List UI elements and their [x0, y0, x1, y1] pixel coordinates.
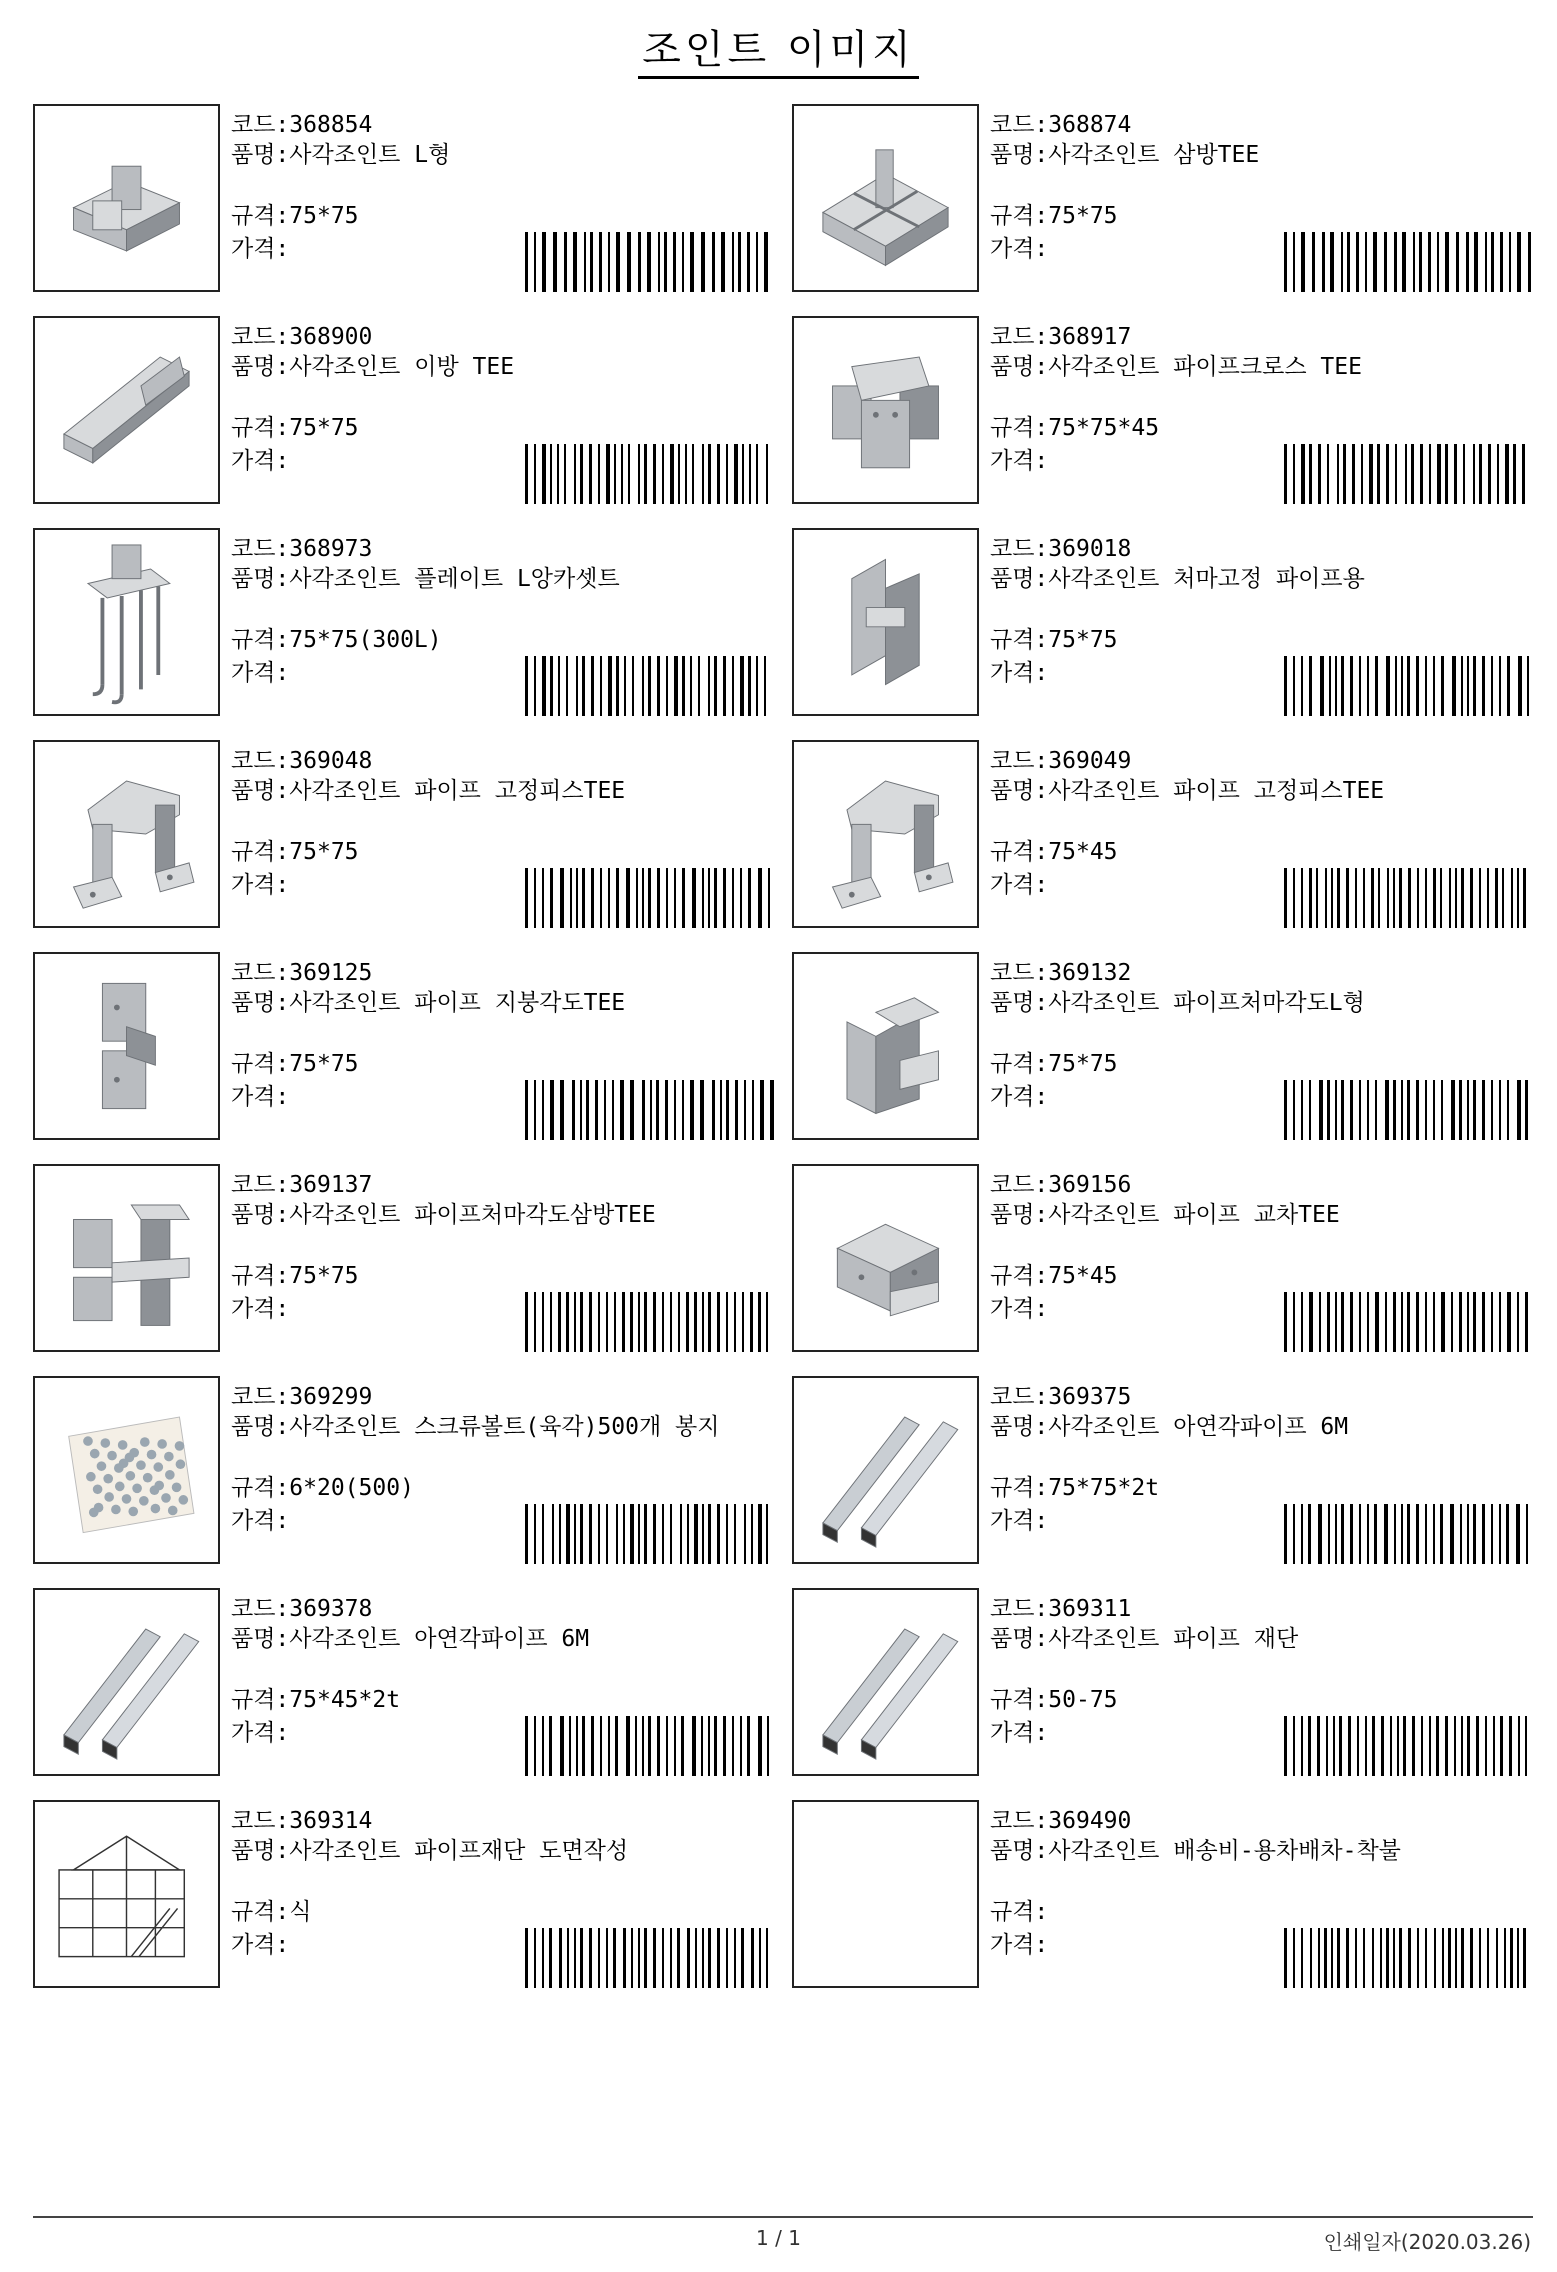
product-card — [33, 528, 778, 720]
product-code: 369049 — [1048, 748, 1132, 774]
name-label: 품명: — [990, 1838, 1049, 1864]
screw-bag-icon — [33, 1376, 220, 1564]
code-label: 코드: — [990, 536, 1049, 562]
product-spec: 75*75 — [289, 203, 359, 229]
product-card — [792, 316, 1537, 508]
product-card — [792, 1164, 1537, 1356]
name-label: 품명: — [231, 142, 290, 168]
product-code: 369132 — [1048, 960, 1132, 986]
barcode-icon — [1284, 232, 1534, 292]
price-label: 가격: — [990, 1084, 1049, 1110]
barcode-icon — [1284, 1292, 1534, 1352]
product-name: 사각조인트 이방 TEE — [289, 354, 515, 380]
product-name: 사각조인트 삼방TEE — [1048, 142, 1260, 168]
code-label: 코드: — [990, 1172, 1049, 1198]
price-label: 가격: — [990, 1296, 1049, 1322]
name-label: 품명: — [231, 1202, 290, 1228]
code-label: 코드: — [990, 1596, 1049, 1622]
product-card — [792, 952, 1537, 1144]
name-label: 품명: — [990, 566, 1049, 592]
product-code: 368874 — [1048, 112, 1132, 138]
u-bracket-icon — [33, 740, 220, 928]
spec-label: 규격: — [990, 839, 1049, 865]
product-spec: 75*75 — [289, 839, 359, 865]
code-label: 코드: — [990, 1808, 1049, 1834]
cross-joint-icon — [792, 104, 979, 292]
barcode-icon — [525, 1716, 775, 1776]
name-label: 품명: — [990, 1626, 1049, 1652]
roof-angle-icon — [33, 952, 220, 1140]
price-label: 가격: — [231, 1508, 290, 1534]
product-spec: 75*75 — [289, 415, 359, 441]
name-label: 품명: — [231, 1414, 290, 1440]
product-code: 369314 — [289, 1808, 373, 1834]
code-label: 코드: — [990, 324, 1049, 350]
price-label: 가격: — [231, 1720, 290, 1746]
product-card — [33, 1800, 778, 1992]
product-name: 사각조인트 L형 — [289, 142, 451, 168]
channel-joint-icon — [33, 316, 220, 504]
price-label: 가격: — [990, 660, 1049, 686]
name-label: 품명: — [231, 1838, 290, 1864]
square-pipe-icon — [33, 1588, 220, 1776]
product-code: 368973 — [289, 536, 373, 562]
eave-bracket-icon — [792, 528, 979, 716]
price-label: 가격: — [231, 660, 290, 686]
name-label: 품명: — [990, 1414, 1049, 1440]
product-code: 369137 — [289, 1172, 373, 1198]
product-name: 사각조인트 스크류볼트(육각)500개 봉지 — [289, 1414, 720, 1440]
name-label: 품명: — [990, 990, 1049, 1016]
barcode-icon — [525, 1292, 775, 1352]
product-name: 사각조인트 아연각파이프 6M — [289, 1626, 590, 1652]
product-name: 사각조인트 파이프 재단 — [1048, 1626, 1299, 1652]
frame-drawing-icon — [33, 1800, 220, 1988]
product-name: 사각조인트 파이프처마각도삼방TEE — [289, 1202, 656, 1228]
barcode-icon — [1284, 1504, 1534, 1564]
product-card — [792, 1800, 1537, 1992]
spec-label: 규격: — [990, 1263, 1049, 1289]
product-spec: 75*75 — [289, 1051, 359, 1077]
product-spec: 75*75(300L) — [289, 627, 442, 653]
name-label: 품명: — [231, 1626, 290, 1652]
product-spec: 75*45 — [1048, 839, 1118, 865]
spec-label: 규격: — [231, 839, 290, 865]
page-title: 조인트 이미지 — [0, 18, 1557, 75]
price-label: 가격: — [990, 1508, 1049, 1534]
product-code: 368900 — [289, 324, 373, 350]
code-label: 코드: — [231, 960, 290, 986]
name-label: 품명: — [231, 990, 290, 1016]
code-label: 코드: — [231, 1596, 290, 1622]
code-label: 코드: — [231, 1808, 290, 1834]
product-code: 369378 — [289, 1596, 373, 1622]
product-card — [33, 1588, 778, 1780]
product-card — [33, 740, 778, 932]
product-spec: 75*75*2t — [1048, 1475, 1160, 1501]
spec-label: 규격: — [231, 1899, 290, 1925]
product-name: 사각조인트 파이프 지붕각도TEE — [289, 990, 626, 1016]
name-label: 품명: — [990, 142, 1049, 168]
barcode-icon — [525, 232, 775, 292]
spec-label: 규격: — [990, 203, 1049, 229]
code-label: 코드: — [990, 1384, 1049, 1410]
product-card — [33, 1376, 778, 1568]
anchor-set-icon — [33, 528, 220, 716]
barcode-icon — [525, 444, 775, 504]
spec-label: 규격: — [231, 1687, 290, 1713]
price-label: 가격: — [231, 1084, 290, 1110]
product-code: 369048 — [289, 748, 373, 774]
print-date: 인쇄일자(2020.03.26) — [1323, 2230, 1531, 2254]
barcode-icon — [525, 1080, 775, 1140]
product-card — [33, 316, 778, 508]
product-card — [792, 1376, 1537, 1568]
code-label: 코드: — [231, 1384, 290, 1410]
product-code: 369299 — [289, 1384, 373, 1410]
barcode-icon — [1284, 1080, 1534, 1140]
product-code: 369125 — [289, 960, 373, 986]
name-label: 품명: — [231, 778, 290, 804]
name-label: 품명: — [231, 354, 290, 380]
product-spec: 75*75 — [289, 1263, 359, 1289]
pipe-cross-icon — [792, 316, 979, 504]
product-spec: 식 — [289, 1899, 312, 1925]
blank-image — [792, 1800, 979, 1988]
name-label: 품명: — [990, 778, 1049, 804]
code-label: 코드: — [231, 324, 290, 350]
barcode-icon — [525, 656, 775, 716]
spec-label: 규격: — [990, 1687, 1049, 1713]
spec-label: 규격: — [990, 627, 1049, 653]
barcode-icon — [1284, 868, 1534, 928]
page-number: 1 / 1 — [756, 2226, 801, 2250]
spec-label: 규격: — [231, 203, 290, 229]
spec-label: 규격: — [990, 415, 1049, 441]
product-name: 사각조인트 파이프 고정피스TEE — [1048, 778, 1385, 804]
product-spec: 75*75 — [1048, 203, 1118, 229]
l-joint-icon — [33, 104, 220, 292]
price-label: 가격: — [990, 448, 1049, 474]
product-name: 사각조인트 파이프처마각도L형 — [1048, 990, 1365, 1016]
product-name: 사각조인트 배송비-용차배차-착불 — [1048, 1838, 1401, 1864]
product-code: 369018 — [1048, 536, 1132, 562]
product-name: 사각조인트 파이프크로스 TEE — [1048, 354, 1362, 380]
product-card — [792, 1588, 1537, 1780]
barcode-icon — [525, 1928, 775, 1988]
spec-label: 규격: — [231, 415, 290, 441]
name-label: 품명: — [990, 1202, 1049, 1228]
product-code: 369375 — [1048, 1384, 1132, 1410]
product-code: 368854 — [289, 112, 373, 138]
product-card — [33, 1164, 778, 1356]
product-name: 사각조인트 플레이트 L앙카셋트 — [289, 566, 620, 592]
product-code: 369490 — [1048, 1808, 1132, 1834]
product-name: 사각조인트 파이프 교차TEE — [1048, 1202, 1340, 1228]
price-label: 가격: — [990, 1932, 1049, 1958]
product-card — [33, 952, 778, 1144]
spec-label: 규격: — [231, 1263, 290, 1289]
product-spec: 75*75 — [1048, 1051, 1118, 1077]
barcode-icon — [1284, 656, 1534, 716]
product-name: 사각조인트 파이프 고정피스TEE — [289, 778, 626, 804]
price-label: 가격: — [231, 872, 290, 898]
code-label: 코드: — [990, 960, 1049, 986]
product-spec: 6*20(500) — [289, 1475, 414, 1501]
product-name: 사각조인트 처마고정 파이프용 — [1048, 566, 1365, 592]
product-card — [792, 740, 1537, 932]
footer-divider — [33, 2216, 1533, 2218]
code-label: 코드: — [231, 536, 290, 562]
spec-label: 규격: — [231, 1051, 290, 1077]
product-name: 사각조인트 파이프재단 도면작성 — [289, 1838, 629, 1864]
price-label: 가격: — [990, 872, 1049, 898]
product-name: 사각조인트 아연각파이프 6M — [1048, 1414, 1349, 1440]
cross-tee-icon — [792, 1164, 979, 1352]
spec-label: 규격: — [990, 1899, 1049, 1925]
price-label: 가격: — [231, 448, 290, 474]
code-label: 코드: — [231, 748, 290, 774]
spec-label: 규격: — [231, 1475, 290, 1501]
product-code: 369311 — [1048, 1596, 1132, 1622]
eave-angle-icon — [792, 952, 979, 1140]
barcode-icon — [525, 1504, 775, 1564]
eave-three-way-icon — [33, 1164, 220, 1352]
product-card — [792, 528, 1537, 720]
spec-label: 규격: — [231, 627, 290, 653]
name-label: 품명: — [231, 566, 290, 592]
price-label: 가격: — [231, 1932, 290, 1958]
barcode-icon — [525, 868, 775, 928]
spec-label: 규격: — [990, 1475, 1049, 1501]
spec-label: 규격: — [990, 1051, 1049, 1077]
product-spec: 75*75*45 — [1048, 415, 1160, 441]
barcode-icon — [1284, 1716, 1534, 1776]
product-spec: 75*75 — [1048, 627, 1118, 653]
barcode-icon — [1284, 1928, 1534, 1988]
price-label: 가격: — [231, 1296, 290, 1322]
product-card — [33, 104, 778, 296]
price-label: 가격: — [231, 236, 290, 262]
u-bracket-icon — [792, 740, 979, 928]
code-label: 코드: — [231, 1172, 290, 1198]
name-label: 품명: — [990, 354, 1049, 380]
square-pipe-icon — [792, 1376, 979, 1564]
price-label: 가격: — [990, 1720, 1049, 1746]
price-label: 가격: — [990, 236, 1049, 262]
square-pipe-icon — [792, 1588, 979, 1776]
code-label: 코드: — [990, 112, 1049, 138]
product-code: 368917 — [1048, 324, 1132, 350]
code-label: 코드: — [231, 112, 290, 138]
product-card — [792, 104, 1537, 296]
product-spec: 50-75 — [1048, 1687, 1118, 1713]
barcode-icon — [1284, 444, 1534, 504]
product-code: 369156 — [1048, 1172, 1132, 1198]
product-spec: 75*45 — [1048, 1263, 1118, 1289]
product-spec: 75*45*2t — [289, 1687, 401, 1713]
code-label: 코드: — [990, 748, 1049, 774]
